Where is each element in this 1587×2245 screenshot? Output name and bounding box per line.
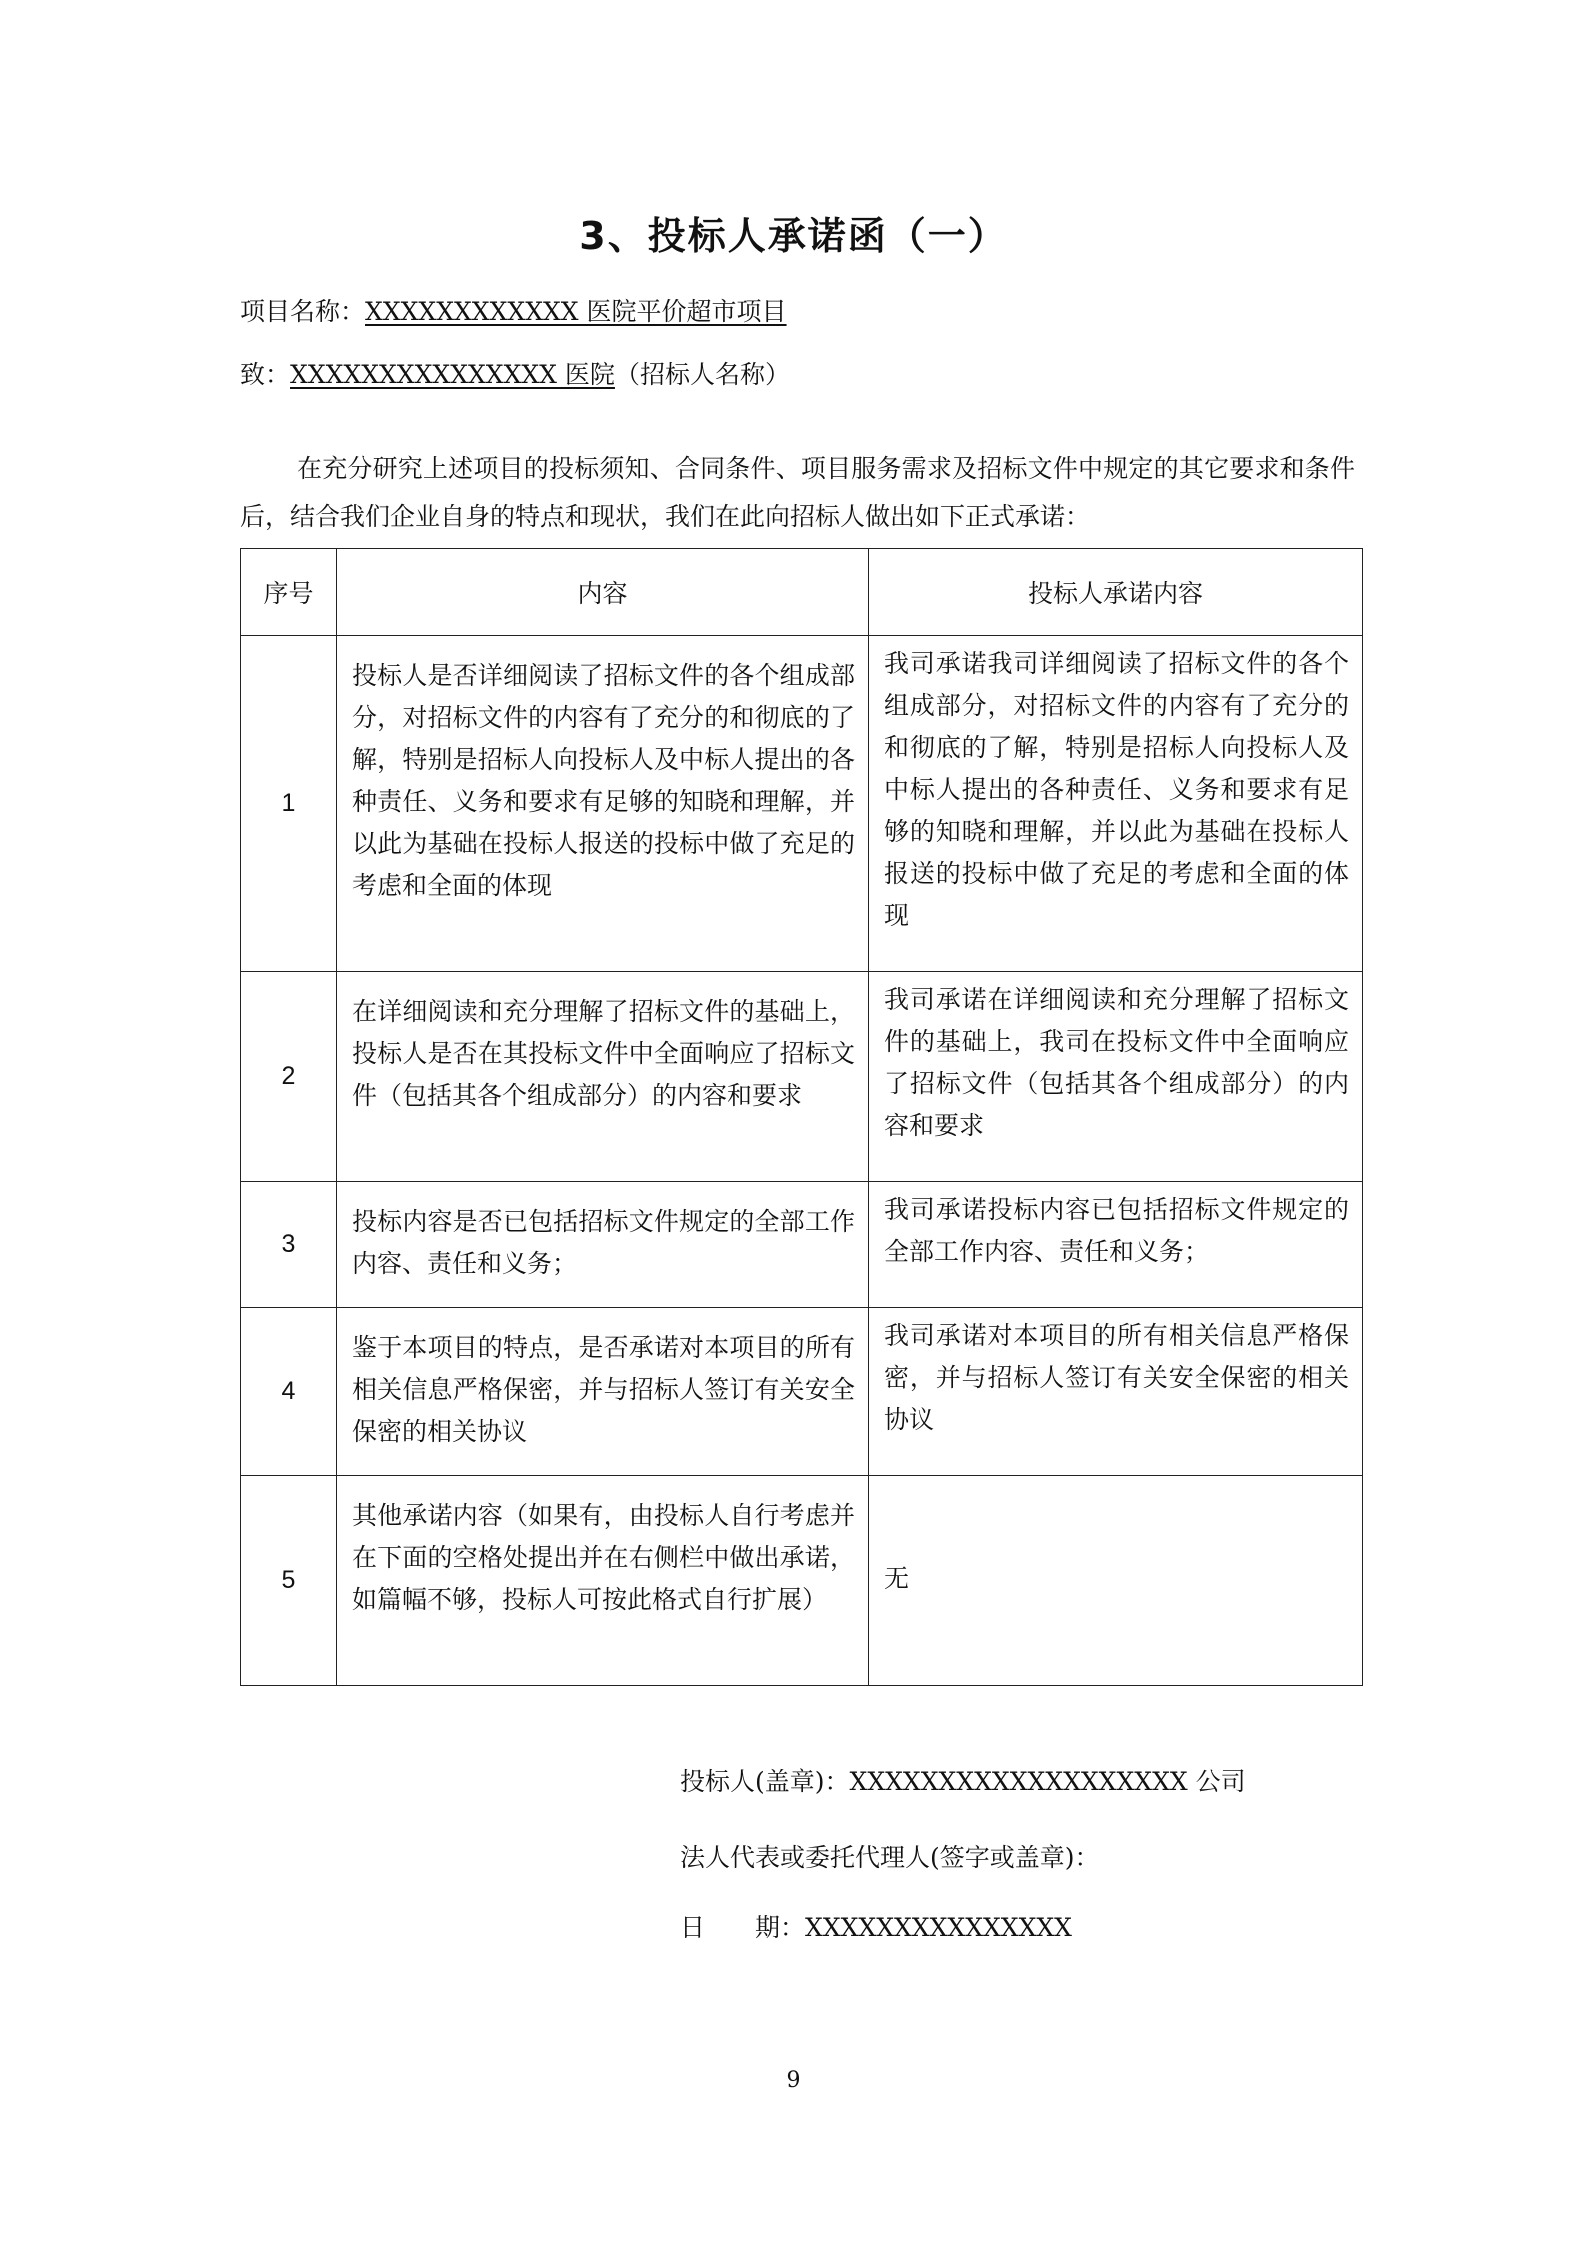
row-promise: 无 [884,1563,910,1593]
intro-paragraph: 在充分研究上述项目的投标须知、合同条件、项目服务需求及招标文件中规定的其它要求和条件后，结合我们企业自身的特点和现状，我们在此向招标人做出如下正式承诺： [240,454,1355,531]
table-row [241,972,1363,1182]
commitment-table [240,548,1363,1686]
date-value: XXXXXXXXXXXXXXX [805,1913,1072,1942]
bidder-label: 投标人(盖章)： [680,1767,850,1796]
table-header-row [241,549,1363,636]
row-content: 在详细阅读和充分理解了招标文件的基础上，投标人是否在其投标文件中全面响应了招标文件（包括其各个组成部分）的内容和要求 [352,997,855,1110]
project-name-label: 项目名称： [240,297,366,326]
header-serial: 序号 [241,549,337,636]
date-label: 日 期： [680,1913,806,1942]
row-content: 投标人是否详细阅读了招标文件的各个组成部分，对招标文件的内容有了充分的和彻底的了解，特别是招标人向投标人及中标人提出的各种责任、义务和要求有足够的知晓和理解，并以此为基础在投标人报送的投标中做了充足的考虑和全面的体现 [352,661,855,900]
row-content: 鉴于本项目的特点，是否承诺对本项目的所有相关信息严格保密，并与招标人签订有关安全保密的相关协议 [352,1333,855,1446]
document-title: 3、投标人承诺函（一） [579,214,1008,258]
table-row [241,636,1363,972]
header-promise: 投标人承诺内容 [869,549,1363,636]
row-promise: 我司承诺在详细阅读和充分理解了招标文件的基础上，我司在投标文件中全面响应了招标文件（包括其各个组成部分）的内容和要求 [884,985,1349,1140]
project-name-value: XXXXXXXXXXXX 医院平价超市项目 [365,297,787,326]
recipient-label: 致： [240,360,291,389]
project-name-line [240,292,787,328]
recipient-suffix: （招标人名称） [614,360,790,389]
recipient-value: XXXXXXXXXXXXXXX 医院 [290,360,615,389]
bidder-seal-line [680,1762,1246,1798]
row-content: 投标内容是否已包括招标文件规定的全部工作内容、责任和义务； [352,1207,855,1278]
table-row [241,1182,1363,1308]
row-number: 1 [241,636,337,972]
table-row [241,1476,1363,1686]
recipient-line [240,355,790,391]
date-line [680,1908,1072,1944]
row-promise: 我司承诺我司详细阅读了招标文件的各个组成部分，对招标文件的内容有了充分的和彻底的了解，特别是招标人向投标人及中标人提出的各种责任、义务和要求有足够的知晓和理解，并以此为基础在投标人报送的投标中做了充足的考虑和全面的体现 [884,649,1349,930]
header-content: 内容 [337,549,869,636]
row-promise: 我司承诺对本项目的所有相关信息严格保密，并与招标人签订有关安全保密的相关协议 [884,1321,1349,1434]
table-row [241,1308,1363,1476]
representative-line: 法人代表或委托代理人(签字或盖章)： [680,1843,1100,1872]
row-content: 其他承诺内容（如果有，由投标人自行考虑并在下面的空格处提出并在右侧栏中做出承诺，如篇幅不够，投标人可按此格式自行扩展） [352,1501,855,1614]
bidder-value: XXXXXXXXXXXXXXXXXXX 公司 [849,1767,1246,1796]
row-promise: 我司承诺投标内容已包括招标文件规定的全部工作内容、责任和义务； [884,1195,1349,1266]
page-number: 9 [786,2068,801,2093]
row-number: 5 [241,1476,337,1686]
row-number: 3 [241,1182,337,1308]
row-number: 2 [241,972,337,1182]
row-number: 4 [241,1308,337,1476]
